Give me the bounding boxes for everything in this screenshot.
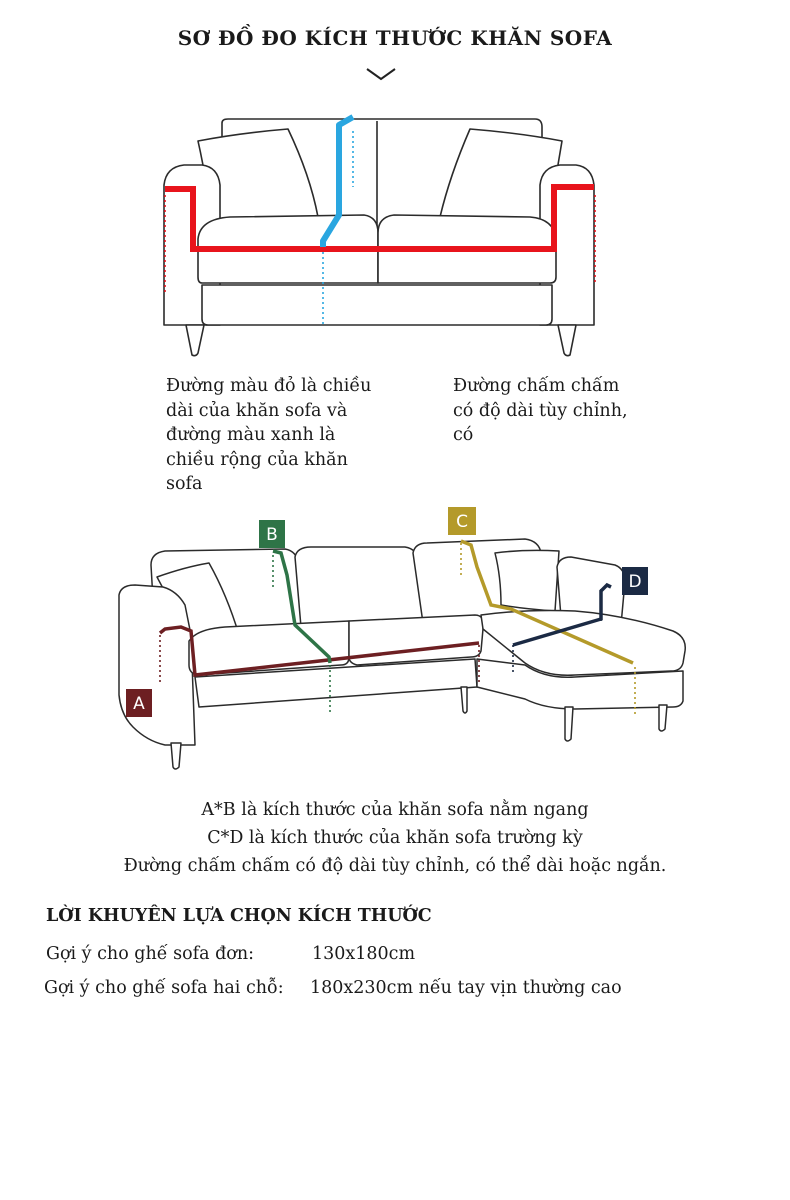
dotted-line-note: Đường chấm chấm có độ dài tùy chỉnh, có — [453, 376, 628, 445]
caption-cd: C*D là kích thước của khăn sofa trường kỳ — [207, 828, 583, 848]
chevron-down-icon — [365, 66, 397, 82]
advice-double-label: Gợi ý cho ghế sofa hai chỗ: — [44, 978, 284, 998]
label-a: A — [133, 694, 145, 714]
page-title: SƠ ĐỒ ĐO KÍCH THƯỚC KHĂN SOFA — [177, 26, 613, 50]
label-a-badge — [126, 689, 152, 717]
advice-title: LỜI KHUYÊN LỰA CHỌN KÍCH THƯỚC — [46, 906, 432, 926]
advice-double-value: 180x230cm nếu tay vịn thường cao — [310, 978, 622, 998]
sectional-diagram — [105, 505, 705, 780]
label-d: D — [628, 572, 642, 592]
loveseat-diagram — [150, 105, 610, 365]
length-width-note: Đường màu đỏ là chiều dài của khăn sofa và đường màu xanh là chiều rộng của khăn sofa — [166, 376, 372, 494]
label-b-badge — [259, 520, 285, 548]
caption-dotted: Đường chấm chấm có độ dài tùy chỉnh, có thể dài hoặc ngắn. — [123, 856, 667, 876]
advice-single-label: Gợi ý cho ghế sofa đơn: — [46, 944, 254, 964]
advice-single-value: 130x180cm — [312, 944, 416, 964]
label-c: C — [456, 512, 468, 532]
label-c-badge — [448, 507, 476, 535]
label-b: B — [266, 525, 278, 545]
label-d-badge — [622, 567, 648, 595]
caption-ab: A*B là kích thước của khăn sofa nằm ngang — [201, 800, 589, 820]
